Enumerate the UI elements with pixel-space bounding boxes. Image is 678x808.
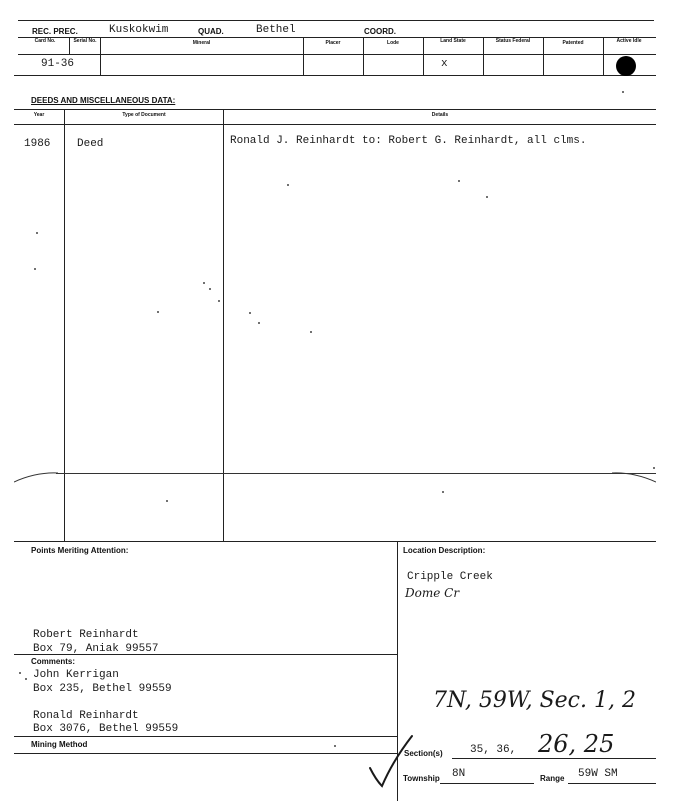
speck xyxy=(19,672,21,674)
speck xyxy=(203,282,205,284)
speck xyxy=(36,232,38,234)
col-details: Details xyxy=(431,112,449,118)
speck xyxy=(486,196,488,198)
claims-bottom-rule xyxy=(14,75,656,76)
township-label: Township xyxy=(403,774,440,783)
comment2-name: Ronald Reinhardt xyxy=(33,710,139,722)
deeds-header-rule xyxy=(14,124,656,125)
header-rule xyxy=(18,37,656,38)
claims-divider xyxy=(423,37,424,75)
col-document-type: Type of Document xyxy=(122,112,166,118)
active-status-dot xyxy=(616,56,636,76)
fold-line xyxy=(56,473,656,474)
points-label: Points Meriting Attention: xyxy=(31,546,129,555)
township-underline xyxy=(440,783,534,784)
speck xyxy=(218,300,220,302)
speck xyxy=(249,312,251,314)
col-active-idle: Active Idle xyxy=(616,38,642,44)
rec-prec-value: Kuskokwim xyxy=(109,24,169,36)
speck xyxy=(442,491,444,493)
speck xyxy=(25,678,27,680)
deeds-divider xyxy=(64,109,65,541)
speck xyxy=(334,745,336,747)
speck xyxy=(157,311,159,313)
speck xyxy=(209,288,211,290)
deeds-section-title: DEEDS AND MISCELLANEOUS DATA: xyxy=(31,96,176,105)
col-serial-no: Serial No. xyxy=(73,38,97,44)
coord-label: COORD. xyxy=(364,27,396,36)
owner1-address: Box 79, Aniak 99557 xyxy=(33,643,159,655)
sections-value: 35, 36, xyxy=(470,744,517,756)
comment1-address: Box 235, Bethel 99559 xyxy=(33,683,172,695)
speck xyxy=(166,500,168,502)
deed-type: Deed xyxy=(77,138,104,150)
quad-label: QUAD. xyxy=(198,27,224,36)
claims-divider xyxy=(483,37,484,75)
comment2-address: Box 3076, Bethel 99559 xyxy=(33,723,179,735)
speck xyxy=(458,180,460,182)
mining-method-label: Mining Method xyxy=(31,740,88,749)
sections-handwritten: 26, 25 xyxy=(538,730,615,758)
mining-method-rule xyxy=(14,753,397,754)
sections-underline xyxy=(452,758,656,759)
location-label: Location Description: xyxy=(403,546,486,555)
claims-divider xyxy=(603,37,604,75)
deed-details: Ronald J. Reinhardt to: Robert G. Reinhardt, all clms. xyxy=(230,135,587,147)
col-mineral: Mineral xyxy=(192,40,211,46)
claims-divider xyxy=(363,37,364,75)
comments-label: Comments: xyxy=(31,657,76,666)
col-card-no: Card No. xyxy=(34,38,56,44)
township-value: 8N xyxy=(452,768,466,780)
claims-divider xyxy=(69,37,70,54)
top-rule xyxy=(18,20,654,21)
comment1-name: John Kerrigan xyxy=(33,669,119,681)
speck xyxy=(622,91,624,93)
deeds-top-rule xyxy=(14,109,656,110)
rec-prec-label: REC. PREC. xyxy=(32,27,78,36)
col-lode: Lode xyxy=(387,40,399,46)
speck xyxy=(653,467,655,469)
deed-year: 1986 xyxy=(24,138,51,150)
land-state-mark: x xyxy=(441,58,448,70)
deeds-bottom-rule xyxy=(14,541,656,542)
owner1-name: Robert Reinhardt xyxy=(33,629,139,641)
claims-subhead-rule xyxy=(18,54,656,55)
deeds-divider xyxy=(223,109,224,541)
range-label: Range xyxy=(540,774,565,783)
speck xyxy=(310,331,312,333)
speck xyxy=(34,268,36,270)
location-handwritten-note: 7N, 59W, Sec. 1, 2 xyxy=(433,688,636,713)
location-line1: Cripple Creek xyxy=(407,571,493,583)
comments-bottom-rule xyxy=(14,736,397,737)
speck xyxy=(287,184,289,186)
card-no-value: 91-36 xyxy=(41,58,75,70)
col-status-federal: Status Federal xyxy=(495,38,531,44)
claims-divider xyxy=(100,37,101,75)
fold-curve-left xyxy=(14,470,58,484)
range-value: 59W SM xyxy=(578,768,618,780)
points-bottom-rule xyxy=(14,654,397,655)
col-patented: Patented xyxy=(562,40,584,46)
col-land-state: Land State xyxy=(440,38,466,44)
col-year: Year xyxy=(33,112,45,118)
speck xyxy=(258,322,260,324)
claims-divider xyxy=(303,37,304,75)
sections-label: Section(s) xyxy=(404,749,443,758)
location-handwritten-line2: Dome Cr xyxy=(405,586,460,600)
fold-curve-right xyxy=(612,470,656,484)
range-underline xyxy=(568,783,656,784)
quad-value: Bethel xyxy=(256,24,296,36)
col-placer: Placer xyxy=(325,40,341,46)
claims-divider xyxy=(543,37,544,75)
